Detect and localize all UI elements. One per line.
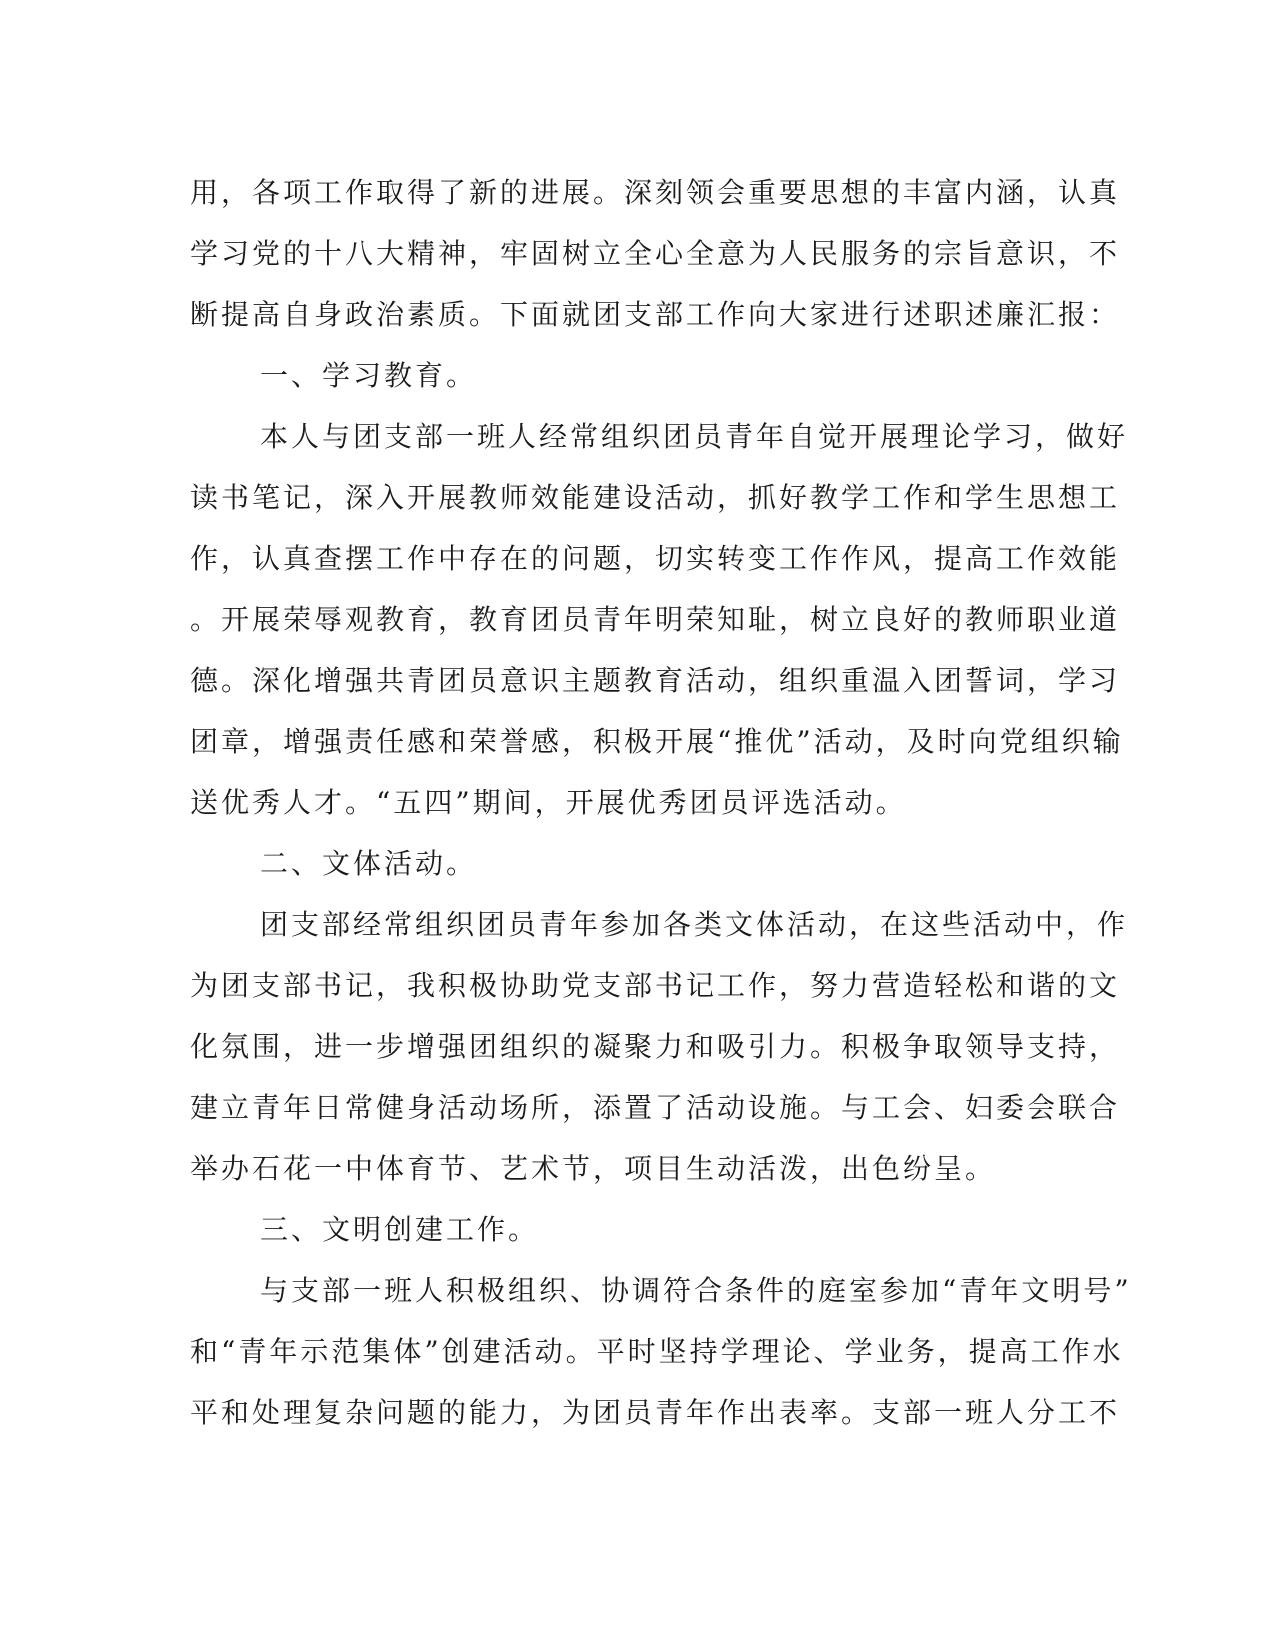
paragraph-start: 与支部一班人积极组织、协调符合条件的庭室参加“青年文明号” [260,1274,1132,1307]
text-line: 建立青年日常健身活动场所，添置了活动设施。与工会、妇委会联合 [190,1091,1121,1124]
text-line: 化氛围，进一步增强团组织的凝聚力和吸引力。积极争取领导支持， [190,1030,1121,1063]
text-line: 团章，增强责任感和荣誉感，积极开展“推优”活动，及时向党组织输 [190,725,1124,758]
document-body [190,162,1132,1443]
paragraph-start: 本人与团支部一班人经常组织团员青年自觉开展理论学习，做好 [260,420,1129,453]
text-line: 举办石花一中体育节、艺术节，项目生动活泼，出色纷呈。 [190,1152,997,1185]
text-line: 作，认真查摆工作中存在的问题，切实转变工作作风，提高工作效能 [190,542,1121,575]
section-heading: 一、学习教育。 [260,359,478,392]
text-line: 为团支部书记，我积极协助党支部书记工作，努力营造轻松和谐的文 [190,969,1121,1002]
text-line: 学习党的十八大精神，牢固树立全心全意为人民服务的宗旨意识，不 [190,237,1121,270]
section-heading: 三、文明创建工作。 [260,1213,540,1246]
text-line: 。开展荣辱观教育，教育团员青年明荣知耻，树立良好的教师职业道 [190,603,1121,636]
text-line: 送优秀人才。“五四”期间，开展优秀团员评选活动。 [190,786,907,819]
text-line: 读书笔记，深入开展教师效能建设活动，抓好教学工作和学生思想工 [190,481,1121,514]
text-line: 用，各项工作取得了新的进展。深刻领会重要思想的丰富内涵，认真 [190,176,1121,209]
text-line: 断提高自身政治素质。下面就团支部工作向大家进行述职述廉汇报： [190,298,1121,331]
text-line: 平和处理复杂问题的能力，为团员青年作出表率。支部一班人分工不 [190,1396,1121,1429]
text-line: 和“青年示范集体”创建活动。平时坚持学理论、学业务，提高工作水 [190,1335,1124,1368]
text-line: 德。深化增强共青团员意识主题教育活动，组织重温入团誓词，学习 [190,664,1121,697]
paragraph-start: 团支部经常组织团员青年参加各类文体活动，在这些活动中，作 [260,908,1129,941]
section-heading: 二、文体活动。 [260,847,478,880]
